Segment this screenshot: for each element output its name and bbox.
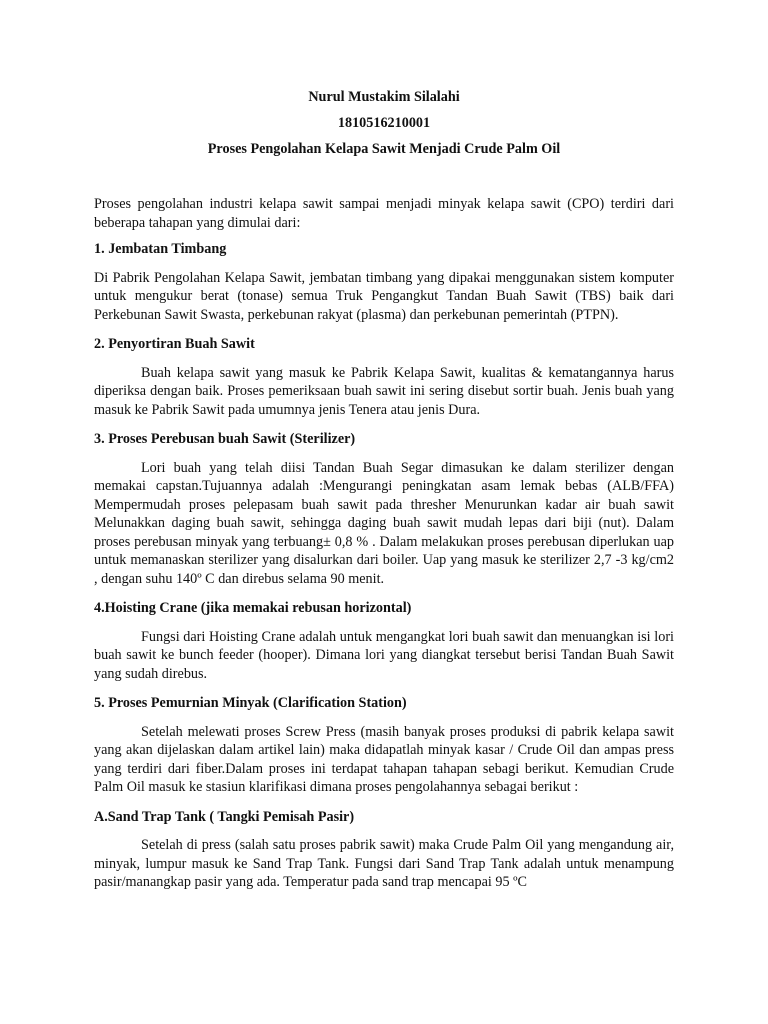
document-header bbox=[0, 84, 768, 162]
intro-paragraph: Proses pengolahan industri kelapa sawit sampai menjadi minyak kelapa sawit (CPO) terdiri dari beberapa tahapan yang dimulai dari: bbox=[94, 196, 674, 231]
section-body-hoisting-crane: Fungsi dari Hoisting Crane adalah untuk mengangkat lori buah sawit dan menuangkan isi lori buah sawit ke bunch feeder (hooper). Dimana lori yang diangkat tersebut berisi Tandan Buah Sawit yang sudah direbus. bbox=[94, 628, 674, 682]
section-heading-penyortiran: 2. Penyortiran Buah Sawit bbox=[94, 336, 255, 352]
section-heading-jembatan-timbang: 1. Jembatan Timbang bbox=[94, 241, 227, 257]
document-body bbox=[94, 195, 674, 892]
section-body-penyortiran: Buah kelapa sawit yang masuk ke Pabrik Kelapa Sawit, kualitas & kematangannya harus diperiksa dengan baik. Proses pemeriksaan buah sawit ini sering disebut sortir buah. Jenis buah yang masuk ke Pabrik Sawit pada umumnya jenis Tenera atau jenis Dura. bbox=[94, 364, 674, 418]
section-heading-hoisting-crane: 4.Hoisting Crane (jika memakai rebusan horizontal) bbox=[94, 600, 412, 616]
section-body-pemurnian: Setelah melewati proses Screw Press (masih banyak proses produksi di pabrik kelapa sawit yang akan dijelaskan dalam artikel lain) maka didapatlah minyak kasar / Crude Oil dan ampas press yang terdiri dari fiber.Dalam proses ini terdapat tahapan tahapan sebagi berikut. Kemudian Crude Palm Oil masuk ke stasiun klarifikasi dimana proses pengolahannya sebagai berikut : bbox=[94, 723, 674, 795]
section-body-sand-trap: Setelah di press (salah satu proses pabrik sawit) maka Crude Palm Oil yang mengandung air, minyak, lumpur masuk ke Sand Trap Tank. Fungsi dari Sand Trap Tank adalah untuk menampung pasir/manangkap pasir yang ada. Temperatur pada sand trap mencapai 95 ºC bbox=[94, 837, 674, 890]
document-title: Proses Pengolahan Kelapa Sawit Menjadi Crude Palm Oil bbox=[207, 141, 561, 157]
section-body-perebusan: Lori buah yang telah diisi Tandan Buah Segar dimasukan ke dalam sterilizer dengan memakai capstan.Tujuannya adalah :Mengurangi peningkatan asam lemak bebas (ALB/FFA) Mempermudah proses pelepasam buah sawit pada thresher Menurunkan kadar air buah sawit Melunakkan daging buah sawit, sehingga daging buah sawit mudah lepas dari biji (nut). Dalam proses perebusan minyak yang terbuang± 0,8 % . Dalam melakukan proses perebusan diperlukan uap untuk memanaskan sterilizer yang disalurkan dari boiler. Uap yang masuk ke sterilizer 2,7 -3 kg/cm2 , dengan suhu 140º C dan direbus selama 90 menit. bbox=[94, 459, 674, 587]
section-heading-sand-trap: A.Sand Trap Tank ( Tangki Pemisah Pasir) bbox=[94, 808, 355, 825]
section-heading-pemurnian: 5. Proses Pemurnian Minyak (Clarification Station) bbox=[94, 695, 407, 711]
section-heading-perebusan: 3. Proses Perebusan buah Sawit (Sterilizer) bbox=[94, 431, 356, 447]
author-name: Nurul Mustakim Silalahi bbox=[308, 89, 460, 105]
section-body-jembatan-timbang: Di Pabrik Pengolahan Kelapa Sawit, jembatan timbang yang dipakai menggunakan sistem komputer untuk mengukur berat (tonase) semua Truk Pengangkut Tandan Buah Sawit (TBS) baik dari Perkebunan Sawit Swasta, perkebunan rakyat (plasma) dan perkebunan pemerintah (PTPN). bbox=[94, 269, 674, 323]
student-id: 1810516210001 bbox=[337, 115, 431, 131]
